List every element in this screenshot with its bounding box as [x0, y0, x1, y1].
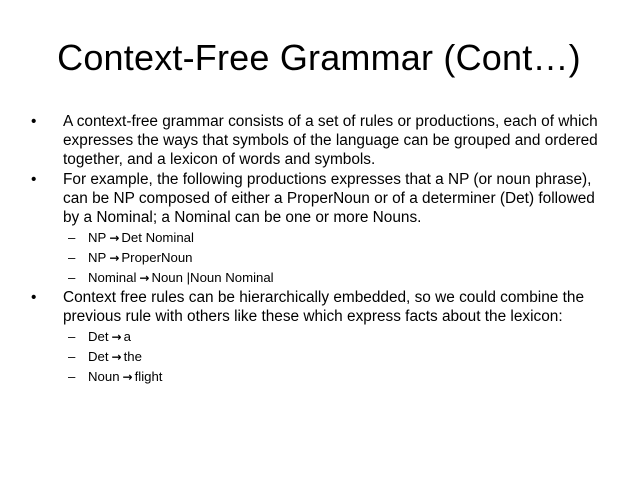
rule-lhs: Nominal: [88, 270, 137, 285]
bullet-3-text: Context free rules can be hierarchically embedded, so we could combine the previous rule with others like these which express facts about the lexicon:: [63, 289, 585, 325]
rule-rhs: a: [123, 329, 131, 344]
rule-rhs: the: [123, 349, 142, 364]
arrow-icon: →: [109, 231, 120, 245]
rule-lhs: NP: [88, 250, 107, 265]
sub-dash: –: [68, 369, 76, 384]
bullet-dot: •: [31, 113, 37, 130]
arrow-icon: →: [122, 370, 133, 384]
rule-lhs: Det: [88, 329, 109, 344]
sub-dash: –: [68, 329, 76, 344]
rule-lhs: NP: [88, 230, 107, 245]
arrow-icon: →: [111, 330, 122, 344]
sub-dash: –: [68, 250, 76, 265]
rule-rhs: ProperNoun: [121, 250, 193, 265]
rule-rhs: flight: [134, 369, 163, 384]
rule-rhs: Noun |Noun Nominal: [151, 270, 274, 285]
arrow-icon: →: [139, 271, 150, 285]
sub-dash: –: [68, 230, 76, 245]
rule-rhs: Det Nominal: [121, 230, 194, 245]
bullet-dot: •: [31, 289, 37, 306]
bullet-2: [30, 170, 610, 227]
rule-noun-flight: [30, 367, 610, 387]
slide-title: Context-Free Grammar (Cont…): [57, 37, 581, 78]
bullet-1-text: A context-free grammar consists of a set of rules or productions, each of which expresses the ways that symbols of the language can be grouped and ordered together, and a lexicon of words and symbols.: [63, 113, 598, 168]
rule-lhs: Det: [88, 349, 109, 364]
rule-np-propernoun: [30, 248, 610, 268]
rule-lhs: Noun: [88, 369, 120, 384]
bullet-1: [30, 112, 610, 169]
sub-dash: –: [68, 270, 76, 285]
arrow-icon: →: [109, 251, 120, 265]
bullet-3: [30, 288, 610, 326]
rule-np-det-nominal: [30, 228, 610, 248]
sub-dash: –: [68, 349, 76, 364]
bullet-dot: •: [31, 171, 37, 188]
slide-content: [30, 112, 610, 387]
rule-det-a: [30, 327, 610, 347]
rule-nominal-noun: [30, 268, 610, 288]
rule-det-the: [30, 347, 610, 367]
arrow-icon: →: [111, 350, 122, 364]
bullet-2-text: For example, the following productions expresses that a NP (or noun phrase), can be NP composed of either a ProperNoun or of a determiner (Det) followed by a Nominal; a Nominal can be one or more Nouns.: [63, 171, 595, 226]
